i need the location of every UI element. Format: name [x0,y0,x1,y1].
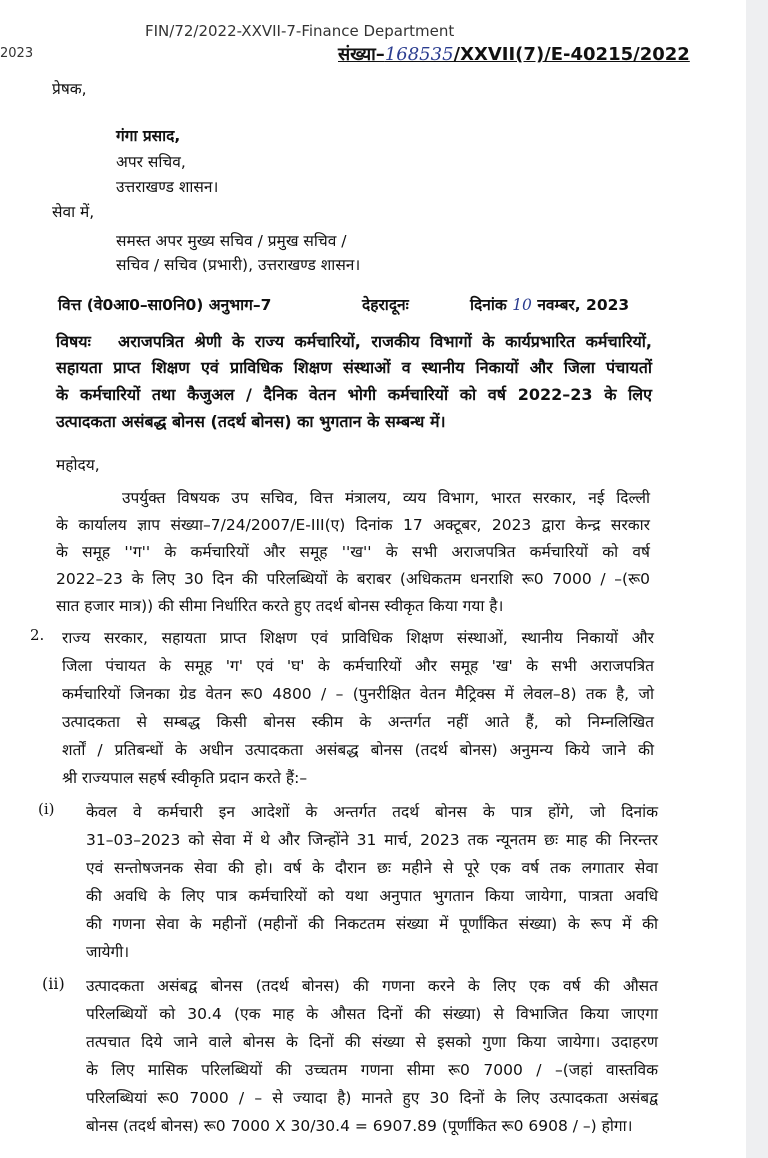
recipient-label: सेवा में, [52,203,95,221]
para1-line: सात हजार मात्र)) की सीमा निर्धारित करते हुए तदर्थ बोनस स्वीकृत किया गया है। [56,597,504,615]
item2-line: परिलब्धियां रू0 7000 / – से ज्यादा है) मानते हुए 30 दिनों के लिए उत्पादकता असंबद्व [86,1089,658,1107]
sender-label: प्रेषक, [52,80,87,98]
item2-line: के लिए मासिक परिलब्धियों की उच्चतम गणना सीमा रू0 7000 / –(जहां वास्तविक [86,1061,658,1079]
item1-number: (i) [38,800,55,818]
header-year: 2023 [0,46,34,61]
item2-line: परिलब्धियों को 30.4 (एक माह के औसत दिनों की संख्या) से विभाजित किया जाएगा [86,1005,658,1023]
place: देहरादूनः [362,296,409,314]
para2-line: शर्तों / प्रतिबन्धों के अधीन उत्पादकता असंबद्ध बोनस (तदर्थ बोनस) अनुमन्य किये जाने की [62,741,654,759]
item1-line: केवल वे कर्मचारी इन आदेशों के अन्तर्गत तदर्थ बोनस के पात्र होंगे, जो दिनांक [86,803,658,821]
item1-line: की अवधि के लिए पात्र कर्मचारियों को यथा अनुपात भुगतान किया जायेगा, पात्रता अवधि [86,887,658,905]
item1-line: 31–03–2023 को सेवा में थे और जिन्होंने 31 मार्च, 2023 तक न्यूनतम छः माह की निरन्तर [86,831,658,849]
reference-number [338,42,690,66]
recipient-line-2: सचिव / सचिव (प्रभारी), उत्तराखण्ड शासन। [116,256,361,274]
file-number: FIN/72/2022-XXVII-7-Finance Department [145,22,455,40]
para2-number: 2. [30,626,45,644]
subject-line: के कर्मचारियों तथा कैजुअल / दैनिक वेतन भोगी कर्मचारियों को वर्ष 2022–23 के लिए [56,385,652,404]
ref-handwritten: 168535 [384,44,454,65]
sender-name: गंगा प्रसाद, [116,127,181,145]
item1-line: जायेगी। [86,943,130,961]
item1-line: एवं सन्तोषजनक सेवा की हो। वर्ष के दौरान छः महीने से पूरे एक वर्ष तक लगातार सेवा [86,859,658,877]
ref-prefix: संख्या– [338,44,385,65]
para1-line: उपर्युक्त विषयक उप सचिव, वित्त मंत्रालय, व्यय विभाग, भारत सरकार, नई दिल्ली [122,489,650,507]
subject-line: सहायता प्राप्त शिक्षण एवं प्राविधिक शिक्षण संस्थाओं व स्थानीय निकायों और जिला पंचायतों [56,358,652,377]
item1-line: की गणना सेवा के महीनों (महीनों की निकटतम संख्या में पूर्णांकित संख्या) के रूप में की [86,915,658,933]
date [470,293,629,315]
ref-suffix: /XXVII(7)/E-40215/2022 [453,44,690,65]
para2-line: कर्मचारियों जिनका ग्रेड वेतन रू0 4800 / – (पुनरीक्षित वेतन मैट्रिक्स में लेवल–8) तक है, जो [62,685,654,703]
subject-label: विषयः [56,332,91,351]
page-edge-shadow [746,0,768,1158]
subject-line: उत्पादकता असंबद्ध बोनस (तदर्थ बोनस) का भुगतान के सम्बन्ध में। [56,412,446,431]
item2-line: तत्पचात दिये जाने वाले बोनस के दिनों की संख्या से इसको गुणा किया जायेगा। उदाहरण [86,1033,658,1051]
sender-office: उत्तराखण्ड शासन। [116,178,219,196]
date-prefix: दिनांक [470,296,507,314]
section-name: वित्त (वे0आ0–सा0नि0) अनुभाग–7 [58,296,272,314]
recipient-line-1: समस्त अपर मुख्य सचिव / प्रमुख सचिव / [116,232,347,250]
para2-line: उत्पादकता से सम्बद्ध किसी बोनस स्कीम के अन्तर्गत नहीं आते हैं, को निम्नलिखित [62,713,654,731]
salutation: महोदय, [56,456,100,474]
sender-designation: अपर सचिव, [116,153,186,171]
item2-line: उत्पादकता असंबद्व बोनस (तदर्थ बोनस) की गणना करने के लिए एक वर्ष की औसत [86,977,658,995]
para1-line: के समूह ''ग'' के कर्मचारियों और समूह ''ख'' के सभी अराजपत्रित कर्मचारियों को वर्ष [56,543,650,561]
para2-line: राज्य सरकार, सहायता प्राप्त शिक्षण एवं प्राविधिक शिक्षण संस्थाओं, स्थानीय निकायों और [62,629,654,647]
para2-line: श्री राज्यपाल सहर्ष स्वीकृति प्रदान करते हैं:– [62,769,308,787]
para1-line: 2022–23 के लिए 30 दिन की परिलब्धियों के बराबर (अधिकतम धनराशि रू0 7000 / –(रू0 [56,570,650,588]
subject-line: अराजपत्रित श्रेणी के राज्य कर्मचारियों, राजकीय विभागों के कार्यप्रभारित कर्मचारियों, [118,332,652,351]
item2-line: बोनस (तदर्थ बोनस) रू0 7000 X 30/30.4 = 6907.89 (पूर्णांकित रू0 6908 / –) होगा। [86,1117,633,1135]
para1-line: के कार्यालय ज्ञाप संख्या–7/24/2007/E-III(ए) दिनांक 17 अक्टूबर, 2023 द्वारा केन्द्र सरकार [56,516,650,534]
item2-number: (ii) [42,974,65,993]
date-day: 10 [512,296,532,314]
date-rest: नवम्बर, 2023 [537,296,630,314]
para2-line: जिला पंचायत के समूह 'ग' एवं 'घ' के कर्मचारियों और समूह 'ख' के सभी अराजपत्रित [62,657,654,675]
